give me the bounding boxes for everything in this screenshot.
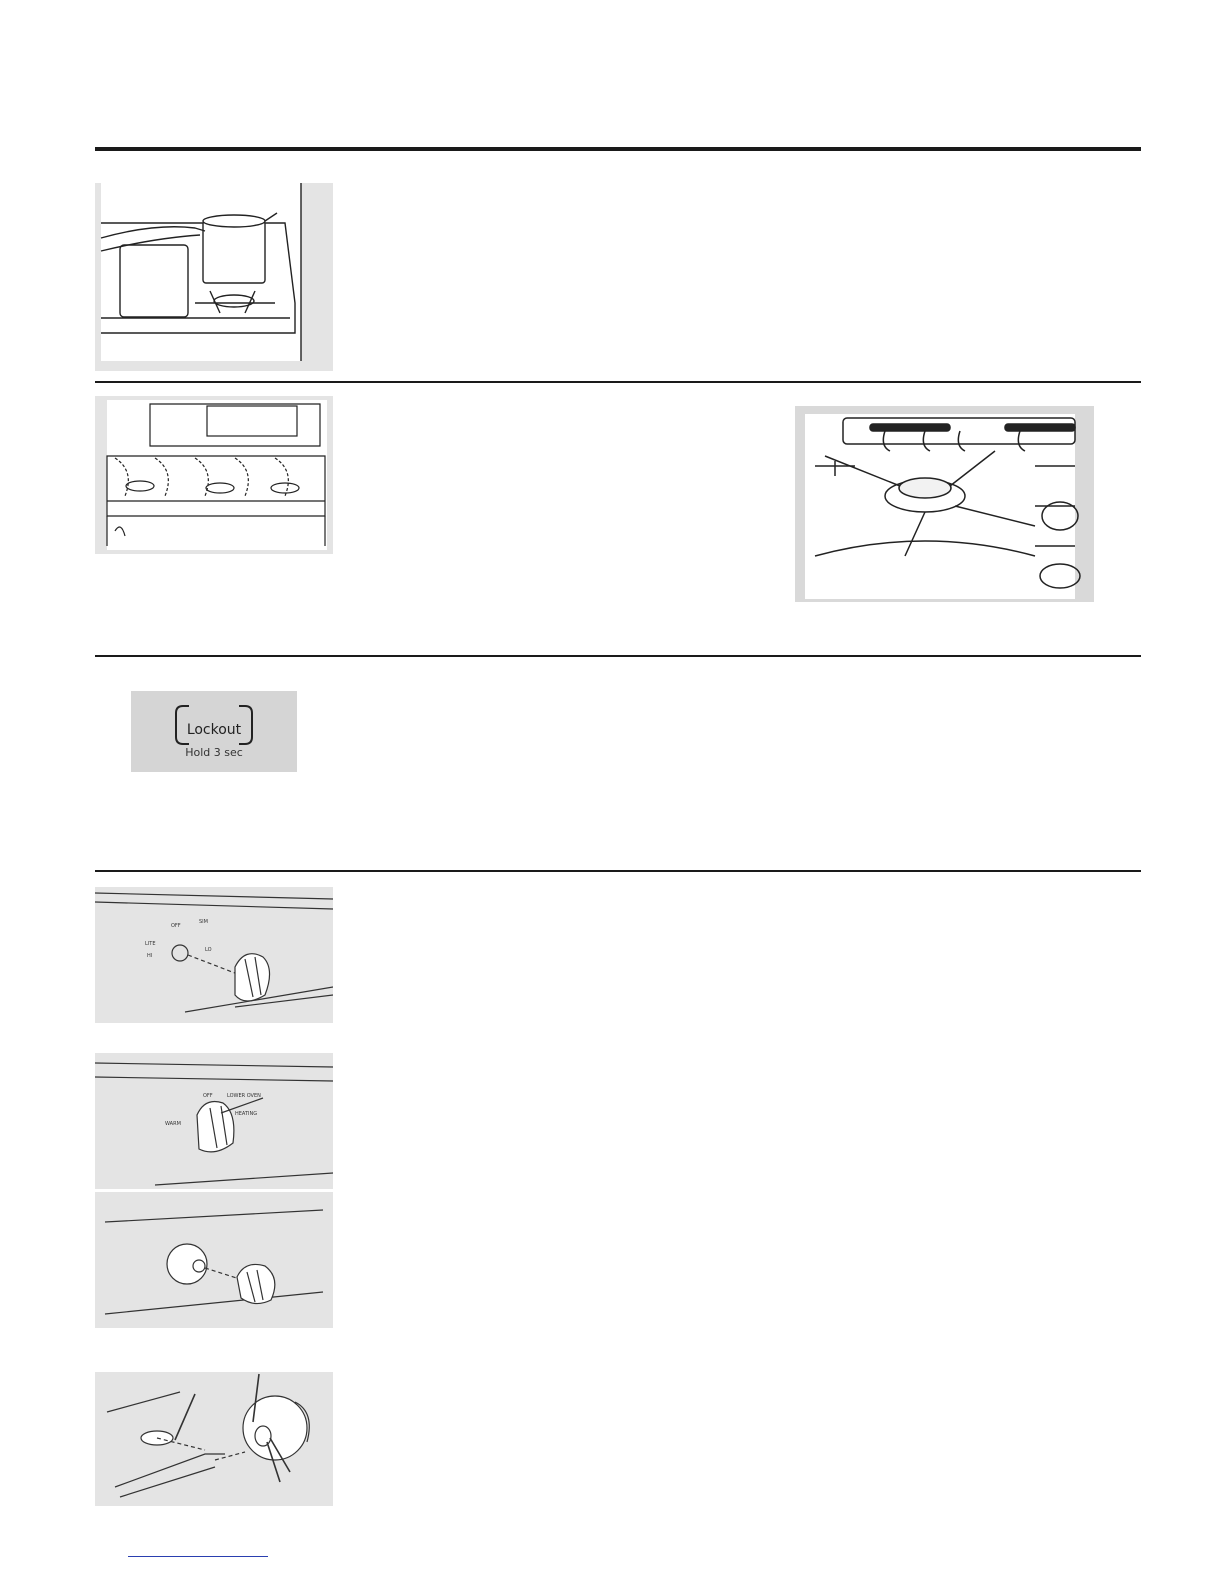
lockout-button-label: Lockout — [186, 722, 242, 738]
oven-knob-warm-text: WARM — [165, 1121, 181, 1127]
oven-knob-illustration — [95, 1053, 333, 1189]
section-divider-1 — [95, 381, 1141, 383]
footer-link-underline[interactable] — [128, 1556, 268, 1557]
burner-knob-lite-text: LITE — [145, 941, 156, 947]
lockout-hold-instruction: Hold 3 sec — [185, 746, 243, 759]
burner-knob-illustration — [95, 887, 333, 1023]
section-divider-3 — [95, 870, 1141, 872]
oven-knob-lower-oven-text: LOWER OVEN — [227, 1093, 261, 1099]
burner-closeup-illustration — [795, 406, 1094, 602]
lockout-illustration — [131, 691, 297, 772]
burner-knob-off-text: OFF — [171, 923, 181, 929]
cooktop-grates-illustration — [95, 396, 333, 554]
oven-knob-heating-text: HEATING — [235, 1111, 258, 1117]
knob-valve-stem-illustration — [95, 1372, 333, 1506]
oven-knob-off-text: OFF — [203, 1093, 213, 1099]
burner-knob-lo-text: LO — [205, 947, 212, 953]
burner-knob-hi-text: HI — [147, 953, 153, 959]
header-rule — [95, 147, 1141, 151]
knob-shaft-illustration — [95, 1192, 333, 1328]
section-divider-2 — [95, 655, 1141, 657]
burner-knob-sim-text: SIM — [199, 919, 208, 925]
pot-on-burner-illustration — [95, 183, 333, 371]
